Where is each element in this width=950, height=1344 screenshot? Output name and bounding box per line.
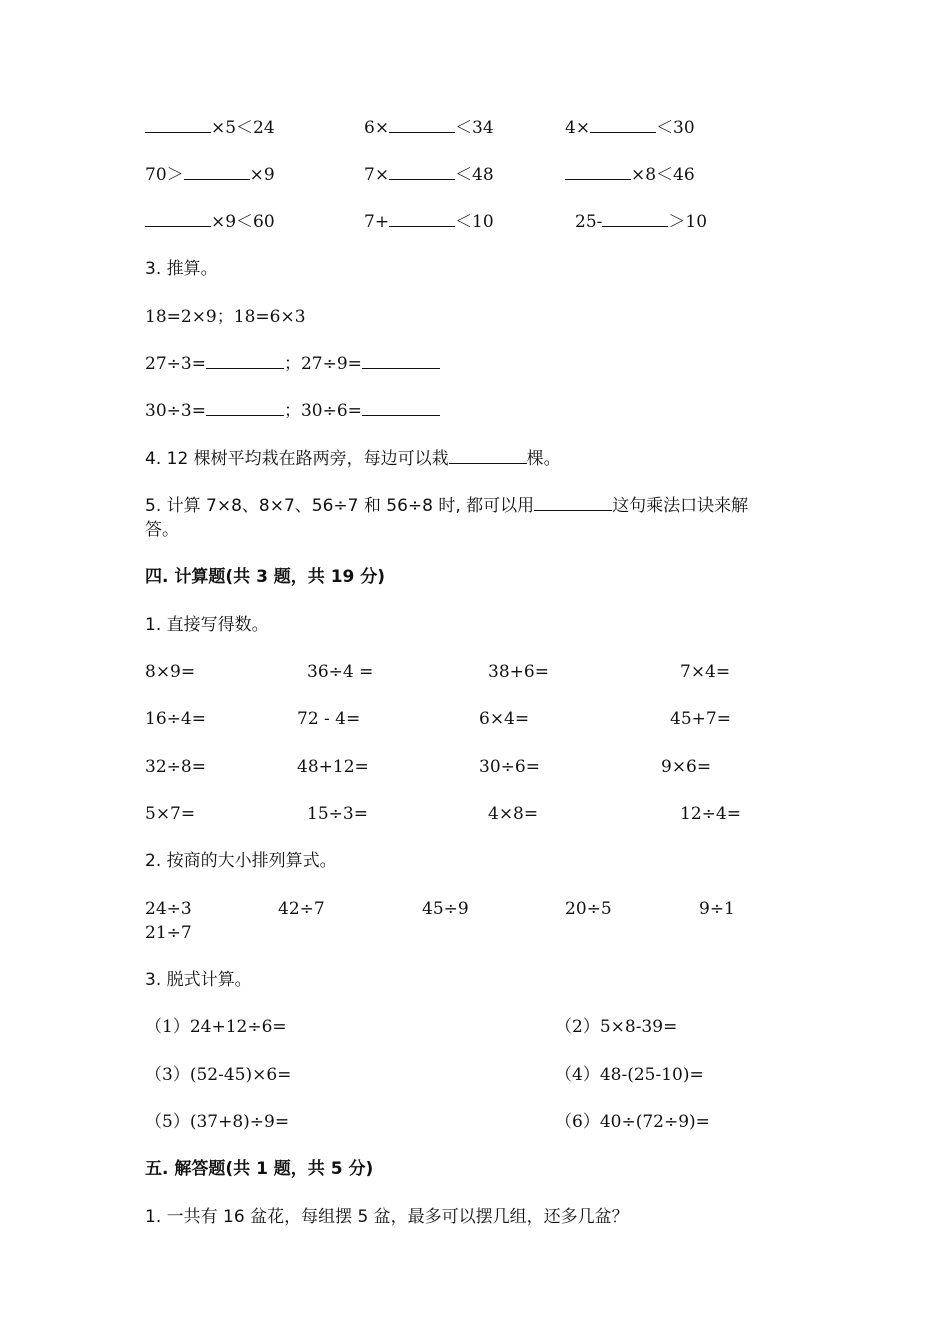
question-5-line-2: 答。 (145, 520, 179, 540)
answer-blank[interactable] (389, 165, 455, 180)
compare-3-3: 25- ＞10 (575, 212, 708, 232)
step-calc-item: （4）48-(25-10)= (555, 1065, 704, 1085)
answer-blank[interactable] (449, 449, 527, 464)
compare-3-1: ×9＜60 (145, 211, 275, 233)
mental-math-item: 32÷8= (145, 757, 206, 777)
mental-math-item: 12÷4= (680, 804, 741, 824)
question-3-row-1: 27÷3= ；27÷9= (145, 353, 440, 375)
answer-blank[interactable] (534, 496, 612, 511)
step-calc-item: （1）24+12÷6= (145, 1017, 287, 1037)
mental-math-item: 6×4= (479, 709, 530, 729)
question-5: 5. 计算 7×8、8×7、56÷7 和 56÷8 时, 都可以用 这句乘法口诀来解 (145, 496, 749, 516)
answer-blank[interactable] (602, 212, 668, 227)
question-4: 4. 12 棵树平均栽在路两旁，每边可以栽 棵。 (145, 449, 561, 469)
compare-2-1: 70＞ ×9 (145, 165, 275, 185)
step-calc-item: （6）40÷(72÷9)= (555, 1112, 710, 1132)
section-4-q1-title: 1. 直接写得数。 (145, 615, 269, 635)
section-5-q1: 1. 一共有 16 盆花，每组摆 5 盆，最多可以摆几组，还多几盆？ (145, 1207, 629, 1227)
mental-math-item: 38+6= (488, 662, 549, 682)
section-4-title: 四. 计算题(共 3 题，共 19 分) (145, 567, 386, 587)
mental-math-item: 45+7= (670, 709, 731, 729)
ordering-item: 20÷5 (565, 899, 612, 919)
ordering-item: 42÷7 (278, 899, 325, 919)
compare-1-3: 4× ＜30 (565, 118, 695, 138)
ordering-item: 24÷3 (145, 899, 192, 919)
answer-blank[interactable] (389, 212, 455, 227)
answer-blank[interactable] (184, 165, 250, 180)
answer-blank[interactable] (389, 118, 455, 133)
compare-2-2: 7× ＜48 (364, 165, 494, 185)
answer-blank[interactable] (206, 354, 284, 369)
answer-blank[interactable] (145, 118, 211, 133)
question-3-title: 3. 推算。 (145, 259, 218, 279)
mental-math-item: 8×9= (145, 662, 196, 682)
answer-blank[interactable] (362, 354, 440, 369)
mental-math-item: 16÷4= (145, 709, 206, 729)
step-calc-item: （3）(52-45)×6= (145, 1065, 292, 1085)
ordering-item: 9÷1 (699, 899, 735, 919)
mental-math-item: 9×6= (661, 757, 712, 777)
section-4-q3-title: 3. 脱式计算。 (145, 970, 252, 990)
answer-blank[interactable] (565, 165, 631, 180)
mental-math-item: 15÷3= (307, 804, 368, 824)
compare-1-1: ×5＜24 (145, 117, 275, 139)
compare-1-2: 6× ＜34 (364, 118, 494, 138)
mental-math-item: 30÷6= (479, 757, 540, 777)
step-calc-item: （5）(37+8)÷9= (145, 1112, 290, 1132)
step-calc-item: （2）5×8-39= (555, 1017, 678, 1037)
mental-math-item: 48+12= (297, 757, 369, 777)
compare-3-2: 7+ ＜10 (364, 212, 494, 232)
compare-2-3: ×8＜46 (565, 164, 695, 186)
answer-blank[interactable] (206, 401, 284, 416)
question-3-example: 18=2×9；18=6×3 (145, 307, 306, 327)
section-4-q2-title: 2. 按商的大小排列算式。 (145, 851, 337, 871)
mental-math-item: 5×7= (145, 804, 196, 824)
section-5-title: 五. 解答题(共 1 题，共 5 分) (145, 1159, 374, 1179)
answer-blank[interactable] (145, 212, 211, 227)
answer-blank[interactable] (590, 118, 656, 133)
mental-math-item: 72 - 4= (297, 709, 361, 729)
ordering-item: 21÷7 (145, 923, 192, 943)
mental-math-item: 7×4= (680, 662, 731, 682)
mental-math-item: 36÷4 = (307, 662, 374, 682)
answer-blank[interactable] (362, 401, 440, 416)
mental-math-item: 4×8= (488, 804, 539, 824)
ordering-item: 45÷9 (422, 899, 469, 919)
question-3-row-2: 30÷3= ；30÷6= (145, 400, 440, 422)
